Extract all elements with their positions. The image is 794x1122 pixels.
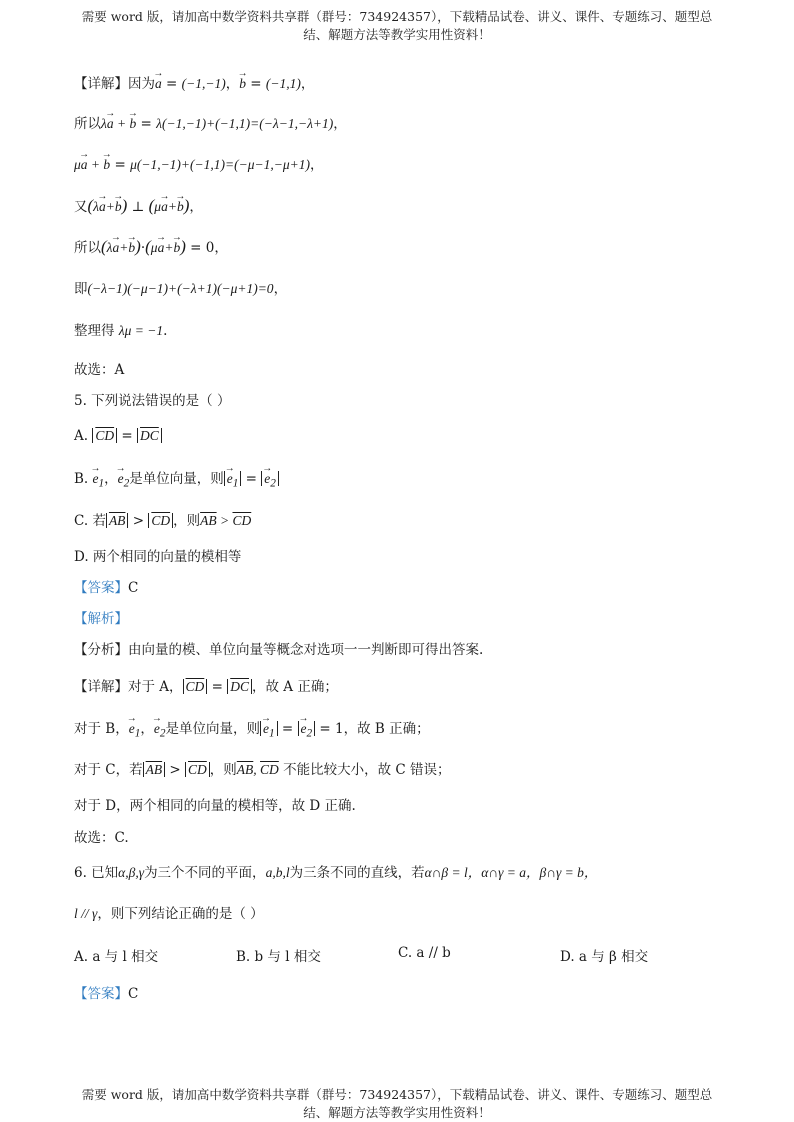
detail-line-4: 又(λ→ a+→ b) ⊥ (μ→ a+→ b)， bbox=[74, 196, 203, 217]
banner-line-2: 结、解题方法等教学实用性资料！ bbox=[303, 27, 491, 42]
banner-line-1: 需要 word 版，请加高中数学资料共享群（群号：734924357），下载精品试卷、讲义、课件、专题练习、题型总 bbox=[81, 9, 713, 24]
detail-line-1: 【详解】因为→ a = (−1,−1)，→ b = (−1,1)， bbox=[74, 74, 314, 94]
q5-detail-b: 对于 B，→ $e_1$，→ $e_2$是单位向量，则 → $e_1$ = → $e_2 = 1$，故 B 正确； bbox=[74, 719, 430, 744]
footer-line-1: 需要 word 版，请加高中数学资料共享群（群号：734924357），下载精品试卷、讲义、课件、专题练习、题型总 bbox=[81, 1087, 713, 1102]
q5-choice: 故选：C. bbox=[74, 830, 129, 846]
choice-line-4: 故选：A bbox=[74, 362, 125, 378]
q6-option-c: C. a // b bbox=[398, 945, 451, 961]
q6-stem-line-2: l // γ，则下列结论正确的是（ ） bbox=[74, 906, 264, 922]
header-banner bbox=[60, 8, 734, 44]
detail-line-6: 即(−λ−1)(−μ−1)+(−λ+1)(−μ+1)=0， bbox=[74, 281, 288, 297]
q5-option-a: A. $\overline{CD} = \overline{DC}$ bbox=[74, 426, 162, 446]
footer-line-2: 结、解题方法等教学实用性资料！ bbox=[303, 1105, 491, 1120]
detail-line-7: 整理得 λμ = −1. bbox=[74, 323, 168, 339]
q6-answer: 【答案】C bbox=[74, 986, 139, 1002]
q5-option-b: B. → $e_1$，→ $e_2$是单位向量，则 → $e_1$ = → $e_2$ bbox=[74, 469, 279, 494]
q5-detail-c: 对于 C，若 $\overline{AB} > \overline{CD}$ ，则$\overline{AB}$, $\overline{CD}$ 不能比较大小，故 C 错误； bbox=[74, 762, 451, 778]
q5-answer: 【答案】C bbox=[74, 580, 139, 596]
q5-option-d: D. 两个相同的向量的模相等 bbox=[74, 549, 242, 565]
detail-line-3: μ→ a + → b = μ(−1,−1)+(−1,1)=(−μ−1,−μ+1)， bbox=[74, 155, 323, 175]
q6-option-d: D. a 与 β 相交 bbox=[560, 949, 649, 965]
q5-analysis-tag: 【解析】 bbox=[74, 611, 128, 627]
footer-banner bbox=[60, 1086, 734, 1122]
q5-fenxi: 【分析】由向量的模、单位向量等概念对选项一一判断即可得出答案. bbox=[74, 642, 484, 658]
answer-tag: 【答案】 bbox=[74, 580, 128, 596]
q6-option-a: A. a 与 l 相交 bbox=[74, 949, 159, 965]
q5-option-c: C. 若 $\overline{AB} > \overline{CD}$ ，则$\overline{AB} > \overline{CD}$ bbox=[74, 513, 252, 529]
q5-detail-d: 对于 D，两个相同的向量的模相等，故 D 正确. bbox=[74, 798, 356, 814]
detail-line-2: 所以λ→ a + → b = λ(−1,−1)+(−1,1)=(−λ−1,−λ+1)， bbox=[74, 114, 347, 134]
q5-stem: 5. 下列说法错误的是（ ） bbox=[74, 393, 231, 409]
q5-detail-a: 【详解】对于 A， $\overline{CD} = \overline{DC}$ ，故 A 正确； bbox=[74, 679, 338, 695]
detail-tag: 【详解】 bbox=[74, 76, 128, 92]
q6-stem-line-1: 6. 已知α,β,γ为三个不同的平面，a,b,l为三条不同的直线，若α∩β = l，α∩γ = a，β∩γ = b， bbox=[74, 865, 598, 881]
q6-option-b: B. b 与 l 相交 bbox=[236, 949, 321, 965]
detail-line-5: 所以(λ→ a+→ b)·(μ→ a+→ b) = 0， bbox=[74, 237, 228, 258]
